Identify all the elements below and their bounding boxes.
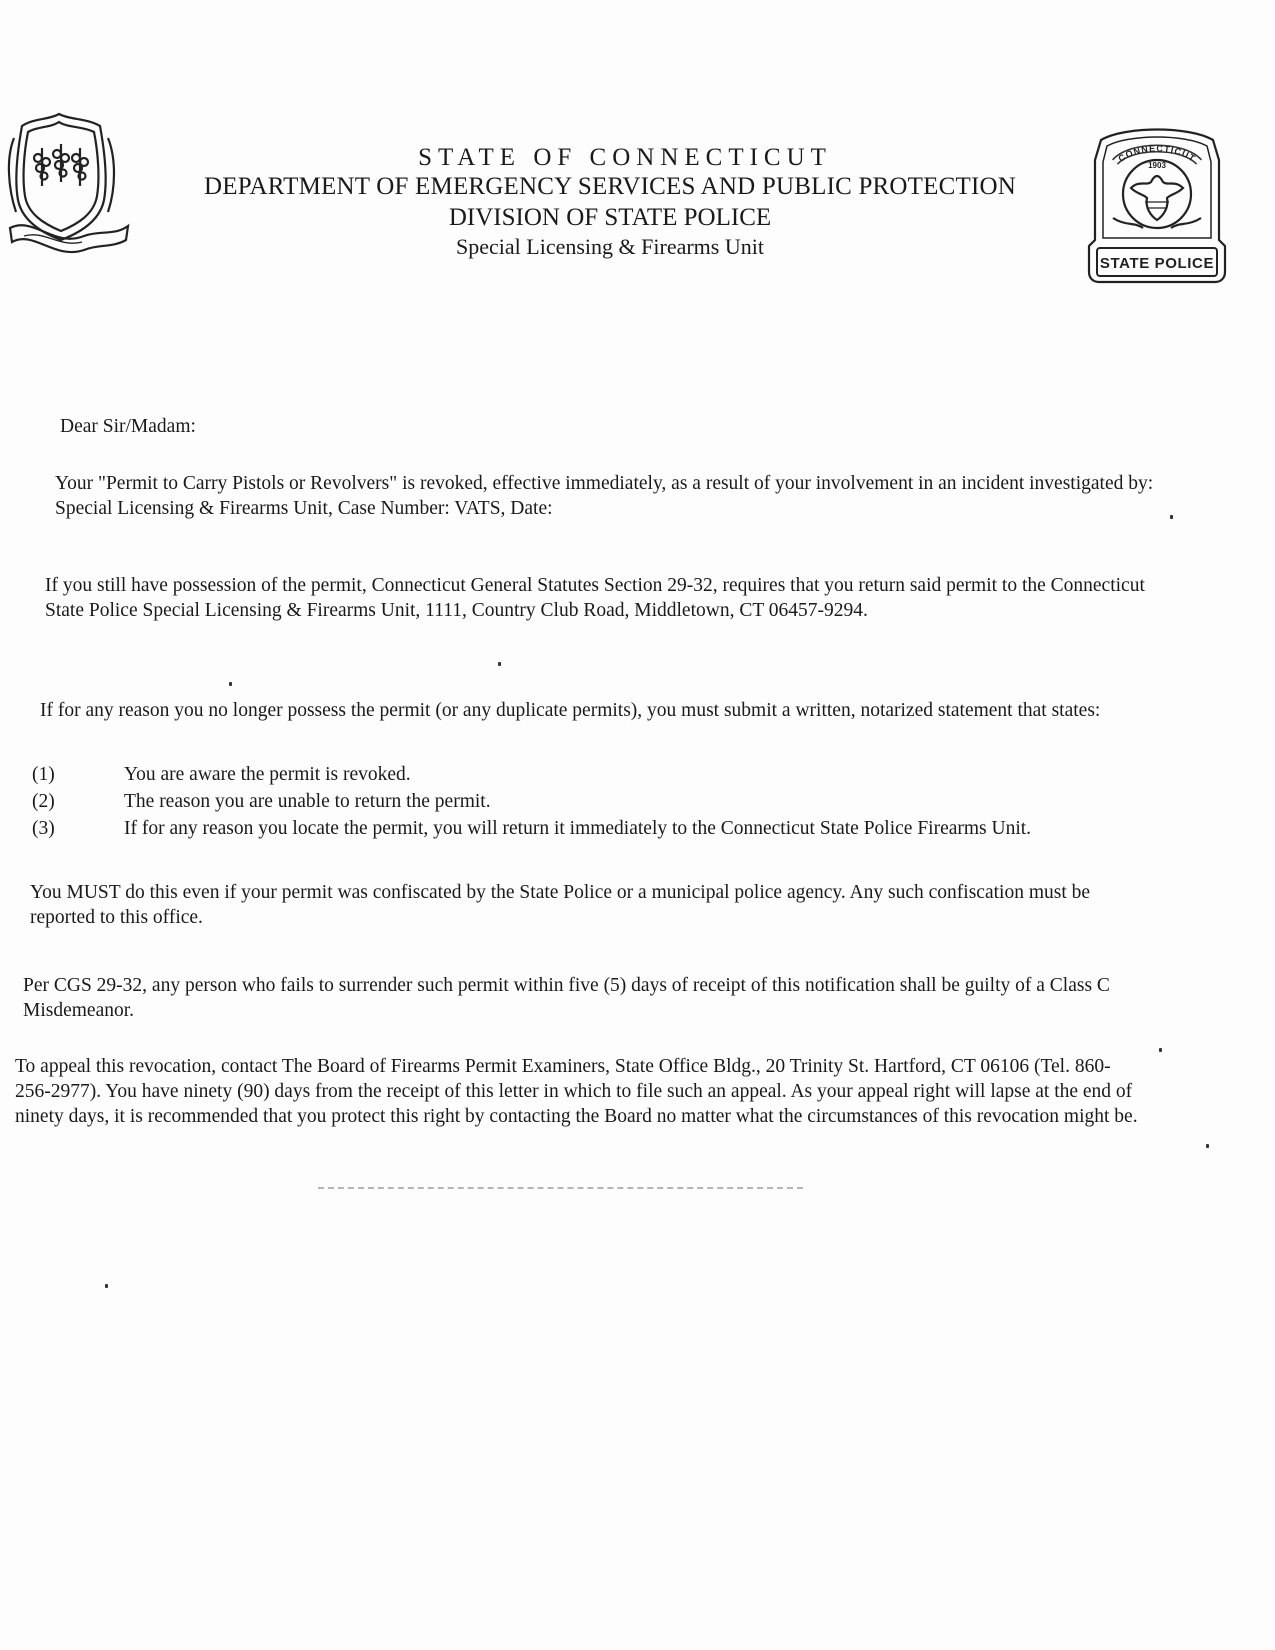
list-item xyxy=(32,789,1152,814)
list-item-text: If for any reason you locate the permit, you will return it immediately to the Connecticut State Police Firearms Unit. xyxy=(124,818,1032,839)
scan-speck xyxy=(1159,1048,1162,1052)
badge-banner-text: STATE POLICE xyxy=(1099,255,1215,272)
notarized-statement-paragraph: If for any reason you no longer possess the permit (or any duplicate permits), you must submit a written, notarized statement that states: xyxy=(40,700,1101,721)
list-item-number: (2) xyxy=(32,791,55,812)
revocation-paragraph: Your "Permit to Carry Pistols or Revolvers" is revoked, effective immediately, as a result of your involvement in an incident investigated by: Special Licensing & Firearms Unit, Case Number: VATS, Date: xyxy=(55,473,1154,519)
scan-speck xyxy=(498,662,501,666)
letterhead xyxy=(140,145,1080,258)
confiscation-paragraph: You MUST do this even if your permit was confiscated by the State Police or a municipal police agency. Any such confiscation must be reported to this office. xyxy=(30,882,1091,928)
statement-conditions-list xyxy=(32,762,1152,843)
letterhead-department: DEPARTMENT OF EMERGENCY SERVICES AND PUBLIC PROTECTION xyxy=(203,173,1016,200)
letterhead-division: DIVISION OF STATE POLICE xyxy=(448,204,772,231)
badge-year: 1903 xyxy=(1148,161,1166,170)
badge-arc-text: CONNECTICUT xyxy=(1116,143,1198,164)
letterhead-unit: Special Licensing & Firearms Unit xyxy=(456,234,764,259)
scan-speck xyxy=(229,682,232,686)
list-item-number: (3) xyxy=(32,818,55,839)
list-item xyxy=(32,816,1152,841)
scan-speck xyxy=(1170,515,1173,519)
state-police-badge-logo xyxy=(1085,122,1230,287)
list-item xyxy=(32,762,1152,787)
appeal-paragraph: To appeal this revocation, contact The Board of Firearms Permit Examiners, State Office Bldg., 20 Trinity St. Hartford, CT 06106 (Tel. 860-256-2977). You have ninety (90) days from the receipt of this letter in which to file such an appeal. As your appeal right will lapse at the end of ninety days, it is recommended that you protect this right by contacting the Board no matter what the circumstances of this revocation might be. xyxy=(15,1056,1138,1127)
list-item-number: (1) xyxy=(32,764,55,785)
salutation: Dear Sir/Madam: xyxy=(60,416,196,437)
list-item-text: You are aware the permit is revoked. xyxy=(124,764,411,785)
return-permit-paragraph: If you still have possession of the permit, Connecticut General Statutes Section 29-32, requires that you return said permit to the Connecticut State Police Special Licensing & Firearms Unit, 1111, Country Club Road, Middletown, CT 06457-9294. xyxy=(45,575,1145,621)
list-item-text: The reason you are unable to return the permit. xyxy=(124,791,491,812)
letterhead-state: STATE OF CONNECTICUT xyxy=(418,144,832,171)
misdemeanor-paragraph: Per CGS 29-32, any person who fails to surrender such permit within five (5) days of receipt of this notification shall be guilty of a Class C Misdemeanor. xyxy=(23,975,1110,1021)
scan-speck xyxy=(105,1284,108,1288)
faint-divider xyxy=(318,1187,803,1189)
state-seal-logo xyxy=(4,108,130,258)
scan-speck xyxy=(1206,1144,1209,1148)
